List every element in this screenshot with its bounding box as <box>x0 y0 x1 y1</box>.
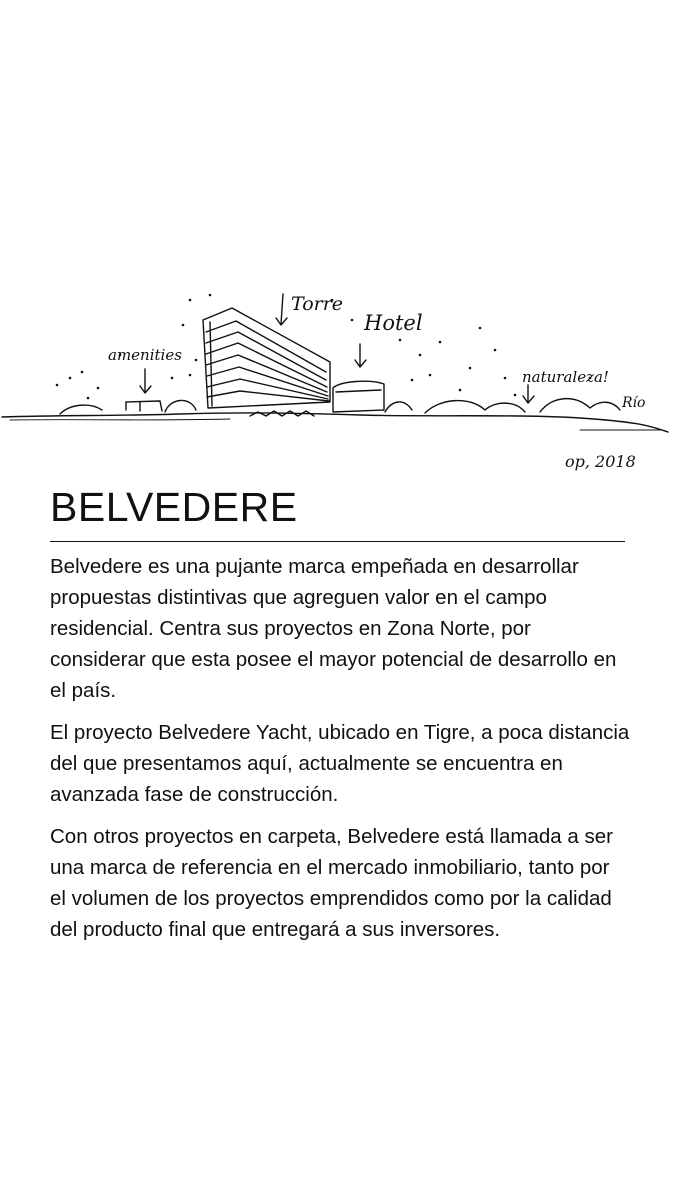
body-text <box>50 551 630 956</box>
page-title: BELVEDERE <box>50 484 298 530</box>
label-rio: Río <box>622 395 646 411</box>
signature: op, 2018 <box>565 452 636 471</box>
label-naturaleza: naturaleza! <box>522 368 609 386</box>
architectural-sketch <box>0 280 675 490</box>
label-hotel: Hotel <box>364 311 423 335</box>
title-divider <box>50 541 625 542</box>
paragraph-2: El proyecto Belvedere Yacht, ubicado en Tigre, a poca distancia del que presentamos aquí, actualmente se encuentra en avanzada fase de construcción. <box>50 721 630 806</box>
paragraph-1: Belvedere es una pujante marca empeñada en desarrollar propuestas distintivas que agreguen valor en el campo residencial. Centra sus proyectos en Zona Norte, por considerar que esta posee el mayor potencial de desarrollo en el país. <box>50 555 617 702</box>
sketch-drawing <box>0 280 675 490</box>
paragraph-3: Con otros proyectos en carpeta, Belvedere está llamada a ser una marca de referencia en el mercado inmobiliario, tanto por el volumen de los proyectos emprendidos como por la calidad del producto final que entregará a sus inversores. <box>50 825 613 941</box>
label-torre: Torre <box>291 293 344 315</box>
label-amenities: amenities <box>108 346 182 364</box>
